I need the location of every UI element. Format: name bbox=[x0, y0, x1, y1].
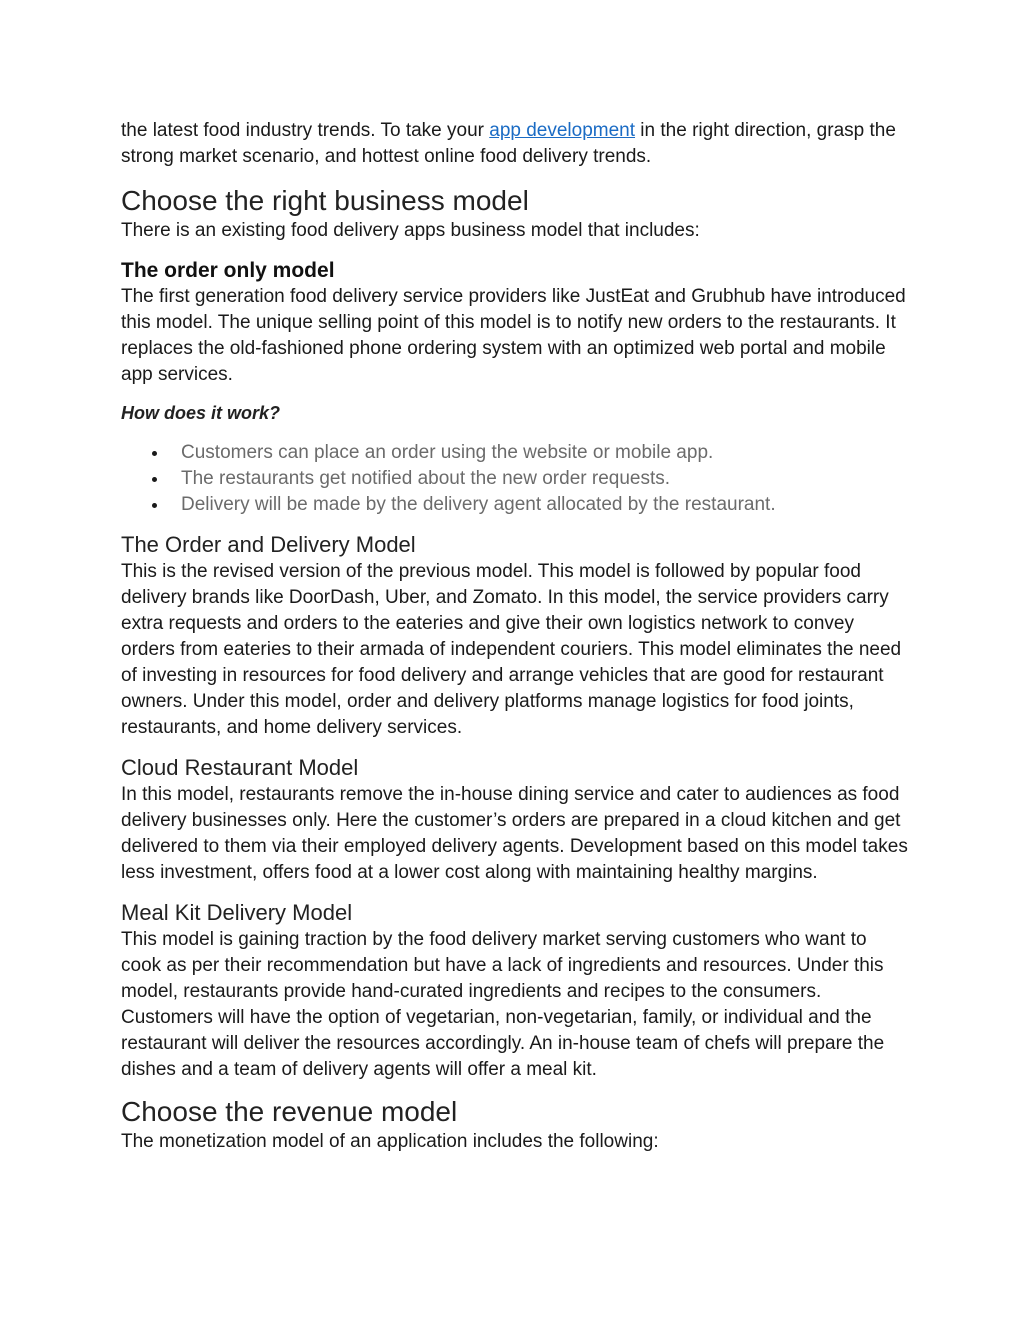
intro-paragraph bbox=[121, 118, 911, 170]
list-item bbox=[121, 492, 911, 518]
subheading-order-only: The order only model bbox=[121, 259, 335, 282]
section-heading-business-model: Choose the right business model bbox=[121, 185, 529, 216]
cloud-restaurant-paragraph: In this model, restaurants remove the in-house dining service and cater to audiences as food delivery businesses only. Here the customer’s orders are prepared in a cloud kitchen and get delivered to them via their employed delivery agents. Development based on this model takes less investment, offers food at a lower cost along with maintaining healthy margins. bbox=[121, 784, 908, 883]
section-heading-revenue-model: Choose the revenue model bbox=[121, 1096, 458, 1127]
order-delivery-paragraph: This is the revised version of the previous model. This model is followed by popular food delivery brands like DoorDash, Uber, and Zomato. In this model, the service providers carry extra requests and orders to the eateries and give their own logistics network to convey orders from eateries to their armada of independent couriers. This model eliminates the need of investing in resources for food delivery and arrange vehicles that are good for restaurant owners. Under this model, order and delivery platforms manage logistics for food joints, restaurants, and home delivery services. bbox=[121, 561, 902, 738]
app-development-link[interactable]: app development bbox=[489, 120, 636, 141]
revenue-model-intro: The monetization model of an application includes the following: bbox=[121, 1131, 659, 1152]
bullet-icon bbox=[152, 477, 157, 482]
subheading-cloud-restaurant: Cloud Restaurant Model bbox=[121, 755, 359, 780]
list-item-text: The restaurants get notified about the new order requests. bbox=[181, 468, 671, 489]
how-does-it-work-label: How does it work? bbox=[121, 403, 281, 423]
bullet-icon bbox=[152, 503, 157, 508]
intro-text-start: the latest food industry trends. To take your bbox=[121, 120, 490, 141]
list-item bbox=[121, 466, 911, 492]
intro-text-end: in the right direction, grasp the strong market scenario, and hottest online food delivery trends. bbox=[121, 120, 896, 167]
list-item-text: Delivery will be made by the delivery agent allocated by the restaurant. bbox=[181, 494, 776, 515]
list-item-text: Customers can place an order using the website or mobile app. bbox=[181, 442, 714, 463]
document-page bbox=[121, 118, 911, 1155]
subheading-order-delivery: The Order and Delivery Model bbox=[121, 532, 416, 557]
bullet-icon bbox=[152, 451, 157, 456]
business-model-intro: There is an existing food delivery apps business model that includes: bbox=[121, 220, 700, 241]
meal-kit-paragraph: This model is gaining traction by the food delivery market serving customers who want to cook as per their recommendation but have a lack of ingredients and resources. Under this model, restaurants provide hand-curated ingredients and recipes to the consumers. Customers will have the option of vegetarian, non-vegetarian, family, or individual and the restaurant will deliver the resources accordingly. An in-house team of chefs will prepare the dishes and a team of delivery agents will offer a meal kit. bbox=[121, 929, 885, 1080]
list-item bbox=[121, 440, 911, 466]
how-it-works-list bbox=[121, 440, 911, 518]
order-only-paragraph: The first generation food delivery service providers like JustEat and Grubhub have introduced this model. The unique selling point of this model is to notify new orders to the restaurants. It replaces the old-fashioned phone ordering system with an optimized web portal and mobile app services. bbox=[121, 286, 906, 385]
subheading-meal-kit: Meal Kit Delivery Model bbox=[121, 900, 353, 925]
